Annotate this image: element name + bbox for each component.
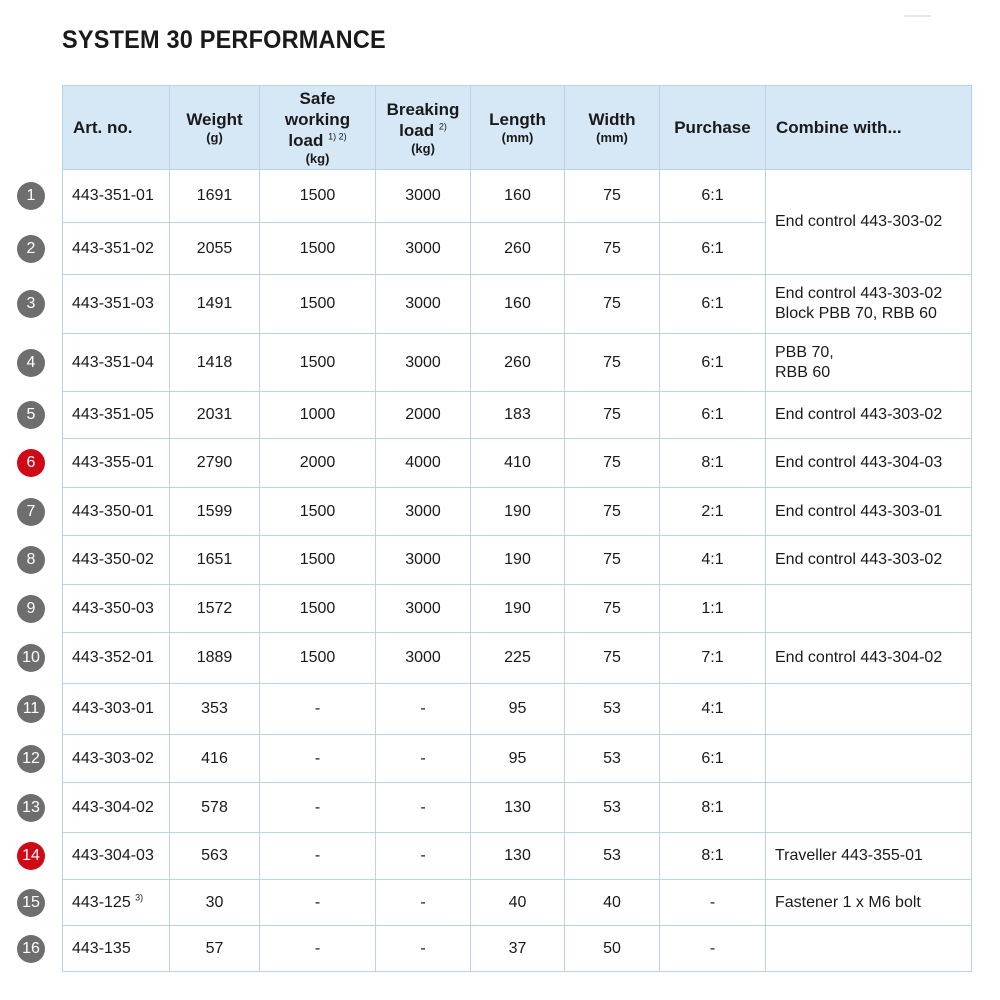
cell-art-no: 443-355-01 bbox=[63, 439, 170, 488]
cell-combine-with: End control 443-303-02 bbox=[766, 392, 972, 439]
cell-length: 225 bbox=[471, 633, 565, 684]
cell-combine-with bbox=[766, 735, 972, 783]
performance-table bbox=[62, 85, 972, 972]
cell-weight: 2031 bbox=[170, 392, 260, 439]
header-weight: Weight (g) bbox=[170, 86, 260, 170]
cell-length: 190 bbox=[471, 585, 565, 633]
cell-safe-working-load: - bbox=[260, 880, 376, 926]
cell-purchase: 8:1 bbox=[660, 833, 766, 880]
cell-length: 130 bbox=[471, 783, 565, 833]
cell-art-no: 443-350-02 bbox=[63, 536, 170, 585]
cell-purchase: 1:1 bbox=[660, 585, 766, 633]
cell-safe-working-load: - bbox=[260, 684, 376, 735]
header-purchase: Purchase bbox=[660, 86, 766, 170]
cell-purchase: 6:1 bbox=[660, 170, 766, 223]
cell-purchase: 6:1 bbox=[660, 392, 766, 439]
cell-width: 75 bbox=[565, 392, 660, 439]
cell-art-no: 443-351-05 bbox=[63, 392, 170, 439]
row-number-badge: 10 bbox=[17, 644, 45, 672]
cell-safe-working-load: 1500 bbox=[260, 334, 376, 392]
cell-width: 75 bbox=[565, 170, 660, 223]
cell-safe-working-load: 1000 bbox=[260, 392, 376, 439]
cell-safe-working-load: - bbox=[260, 783, 376, 833]
cell-breaking-load: 3000 bbox=[376, 334, 471, 392]
table-row bbox=[63, 488, 972, 536]
cell-purchase: 6:1 bbox=[660, 275, 766, 334]
cell-purchase: 4:1 bbox=[660, 684, 766, 735]
cell-breaking-load: - bbox=[376, 684, 471, 735]
cell-width: 53 bbox=[565, 833, 660, 880]
table-row bbox=[63, 633, 972, 684]
cell-weight: 353 bbox=[170, 684, 260, 735]
header-art-no: Art. no. bbox=[63, 86, 170, 170]
cell-weight: 1572 bbox=[170, 585, 260, 633]
cell-breaking-load: 3000 bbox=[376, 536, 471, 585]
cell-art-no: 443-351-04 bbox=[63, 334, 170, 392]
cell-combine-with bbox=[766, 926, 972, 972]
cell-combine-with: End control 443-303-02 Block PBB 70, RBB 60 bbox=[766, 275, 972, 334]
cell-art-no: 443-350-01 bbox=[63, 488, 170, 536]
cell-weight: 1418 bbox=[170, 334, 260, 392]
table-row bbox=[63, 275, 972, 334]
table-row bbox=[63, 439, 972, 488]
cell-art-no: 443-135 bbox=[63, 926, 170, 972]
cell-weight: 578 bbox=[170, 783, 260, 833]
cell-breaking-load: 3000 bbox=[376, 633, 471, 684]
row-number-badge: 15 bbox=[17, 889, 45, 917]
cell-purchase: 2:1 bbox=[660, 488, 766, 536]
cell-combine-with: PBB 70, RBB 60 bbox=[766, 334, 972, 392]
row-number-badge: 3 bbox=[17, 290, 45, 318]
cell-weight: 1491 bbox=[170, 275, 260, 334]
cell-combine-with bbox=[766, 783, 972, 833]
row-number-badge: 16 bbox=[17, 935, 45, 963]
table-header-row bbox=[63, 86, 972, 170]
cell-weight: 2055 bbox=[170, 223, 260, 275]
cell-combine-with: End control 443-303-01 bbox=[766, 488, 972, 536]
header-breaking-load: Breaking load $^{2)}$ (kg) bbox=[376, 86, 471, 170]
cell-purchase: 6:1 bbox=[660, 223, 766, 275]
cell-safe-working-load: 1500 bbox=[260, 488, 376, 536]
cell-combine-with bbox=[766, 684, 972, 735]
cell-width: 75 bbox=[565, 223, 660, 275]
cell-weight: 2790 bbox=[170, 439, 260, 488]
cell-art-no: 443-352-01 bbox=[63, 633, 170, 684]
row-number-badge: 4 bbox=[17, 349, 45, 377]
cell-purchase: - bbox=[660, 926, 766, 972]
cell-breaking-load: 3000 bbox=[376, 275, 471, 334]
cell-safe-working-load: 1500 bbox=[260, 275, 376, 334]
table-row bbox=[63, 170, 972, 223]
cell-safe-working-load: 2000 bbox=[260, 439, 376, 488]
cell-purchase: 8:1 bbox=[660, 439, 766, 488]
table-row bbox=[63, 585, 972, 633]
cell-weight: 1651 bbox=[170, 536, 260, 585]
cell-length: 183 bbox=[471, 392, 565, 439]
table-row bbox=[63, 926, 972, 972]
cell-breaking-load: 4000 bbox=[376, 439, 471, 488]
cell-width: 53 bbox=[565, 735, 660, 783]
cell-weight: 1889 bbox=[170, 633, 260, 684]
cell-breaking-load: - bbox=[376, 735, 471, 783]
cell-safe-working-load: 1500 bbox=[260, 536, 376, 585]
cell-safe-working-load: 1500 bbox=[260, 633, 376, 684]
row-number-badge: 8 bbox=[17, 546, 45, 574]
cell-breaking-load: 3000 bbox=[376, 488, 471, 536]
row-number-badge: 2 bbox=[17, 235, 45, 263]
cell-combine-with: End control 443-304-03 bbox=[766, 439, 972, 488]
cell-safe-working-load: - bbox=[260, 926, 376, 972]
table-row bbox=[63, 880, 972, 926]
header-combine-with: Combine with... bbox=[766, 86, 972, 170]
cell-safe-working-load: - bbox=[260, 833, 376, 880]
cell-art-no: 443-350-03 bbox=[63, 585, 170, 633]
row-number-badge: 7 bbox=[17, 498, 45, 526]
cell-art-no: 443-351-01 bbox=[63, 170, 170, 223]
cell-art-no: 443-125 $^{3)}$ bbox=[63, 880, 170, 926]
cell-safe-working-load: 1500 bbox=[260, 585, 376, 633]
cell-length: 130 bbox=[471, 833, 565, 880]
header-safe-working-load: Safe working load $^{1) 2)}$ (kg) bbox=[260, 86, 376, 170]
cell-weight: 1691 bbox=[170, 170, 260, 223]
row-number-badge: 6 bbox=[17, 449, 45, 477]
cell-length: 37 bbox=[471, 926, 565, 972]
cell-weight: 416 bbox=[170, 735, 260, 783]
row-number-badge: 11 bbox=[17, 695, 45, 723]
cell-length: 190 bbox=[471, 488, 565, 536]
cell-breaking-load: - bbox=[376, 926, 471, 972]
cell-width: 50 bbox=[565, 926, 660, 972]
cell-width: 75 bbox=[565, 488, 660, 536]
cell-safe-working-load: 1500 bbox=[260, 223, 376, 275]
cell-length: 40 bbox=[471, 880, 565, 926]
cell-width: 75 bbox=[565, 334, 660, 392]
cell-length: 160 bbox=[471, 275, 565, 334]
cell-art-no: 443-303-01 bbox=[63, 684, 170, 735]
cell-length: 410 bbox=[471, 439, 565, 488]
cell-length: 190 bbox=[471, 536, 565, 585]
cell-breaking-load: - bbox=[376, 833, 471, 880]
page-title: SYSTEM 30 PERFORMANCE bbox=[62, 26, 386, 54]
cell-art-no: 443-303-02 bbox=[63, 735, 170, 783]
cell-safe-working-load: 1500 bbox=[260, 170, 376, 223]
cell-width: 53 bbox=[565, 783, 660, 833]
table-row bbox=[63, 334, 972, 392]
cell-length: 95 bbox=[471, 684, 565, 735]
cell-purchase: - bbox=[660, 880, 766, 926]
table-row bbox=[63, 684, 972, 735]
cell-length: 160 bbox=[471, 170, 565, 223]
cell-combine-with: End control 443-303-02 bbox=[766, 536, 972, 585]
cell-breaking-load: 3000 bbox=[376, 585, 471, 633]
cell-width: 53 bbox=[565, 684, 660, 735]
header-length: Length (mm) bbox=[471, 86, 565, 170]
table-row bbox=[63, 833, 972, 880]
cell-combine-with bbox=[766, 585, 972, 633]
header-width: Width (mm) bbox=[565, 86, 660, 170]
cell-weight: 57 bbox=[170, 926, 260, 972]
cell-breaking-load: - bbox=[376, 880, 471, 926]
cell-width: 40 bbox=[565, 880, 660, 926]
row-number-badge: 9 bbox=[17, 595, 45, 623]
cell-weight: 30 bbox=[170, 880, 260, 926]
cell-breaking-load: 3000 bbox=[376, 223, 471, 275]
row-number-badge: 1 bbox=[17, 182, 45, 210]
cell-width: 75 bbox=[565, 439, 660, 488]
cell-combine-with: Fastener 1 x M6 bolt bbox=[766, 880, 972, 926]
cell-length: 260 bbox=[471, 223, 565, 275]
cell-combine-with: End control 443-303-02 bbox=[766, 170, 972, 275]
table-row bbox=[63, 536, 972, 585]
cell-art-no: 443-351-02 bbox=[63, 223, 170, 275]
row-number-badge: 12 bbox=[17, 745, 45, 773]
cell-length: 95 bbox=[471, 735, 565, 783]
cell-purchase: 6:1 bbox=[660, 334, 766, 392]
cell-width: 75 bbox=[565, 633, 660, 684]
cell-length: 260 bbox=[471, 334, 565, 392]
decorative-line bbox=[905, 15, 931, 17]
cell-width: 75 bbox=[565, 275, 660, 334]
row-number-badge: 14 bbox=[17, 842, 45, 870]
cell-width: 75 bbox=[565, 585, 660, 633]
cell-art-no: 443-304-03 bbox=[63, 833, 170, 880]
cell-purchase: 8:1 bbox=[660, 783, 766, 833]
table-row bbox=[63, 735, 972, 783]
cell-breaking-load: 2000 bbox=[376, 392, 471, 439]
cell-combine-with: End control 443-304-02 bbox=[766, 633, 972, 684]
cell-combine-with: Traveller 443-355-01 bbox=[766, 833, 972, 880]
cell-width: 75 bbox=[565, 536, 660, 585]
cell-breaking-load: - bbox=[376, 783, 471, 833]
cell-weight: 1599 bbox=[170, 488, 260, 536]
cell-art-no: 443-304-02 bbox=[63, 783, 170, 833]
cell-art-no: 443-351-03 bbox=[63, 275, 170, 334]
table-row bbox=[63, 783, 972, 833]
cell-purchase: 6:1 bbox=[660, 735, 766, 783]
cell-breaking-load: 3000 bbox=[376, 170, 471, 223]
cell-purchase: 4:1 bbox=[660, 536, 766, 585]
cell-weight: 563 bbox=[170, 833, 260, 880]
cell-safe-working-load: - bbox=[260, 735, 376, 783]
row-number-badge: 5 bbox=[17, 401, 45, 429]
cell-purchase: 7:1 bbox=[660, 633, 766, 684]
table-row bbox=[63, 392, 972, 439]
row-number-badge: 13 bbox=[17, 794, 45, 822]
